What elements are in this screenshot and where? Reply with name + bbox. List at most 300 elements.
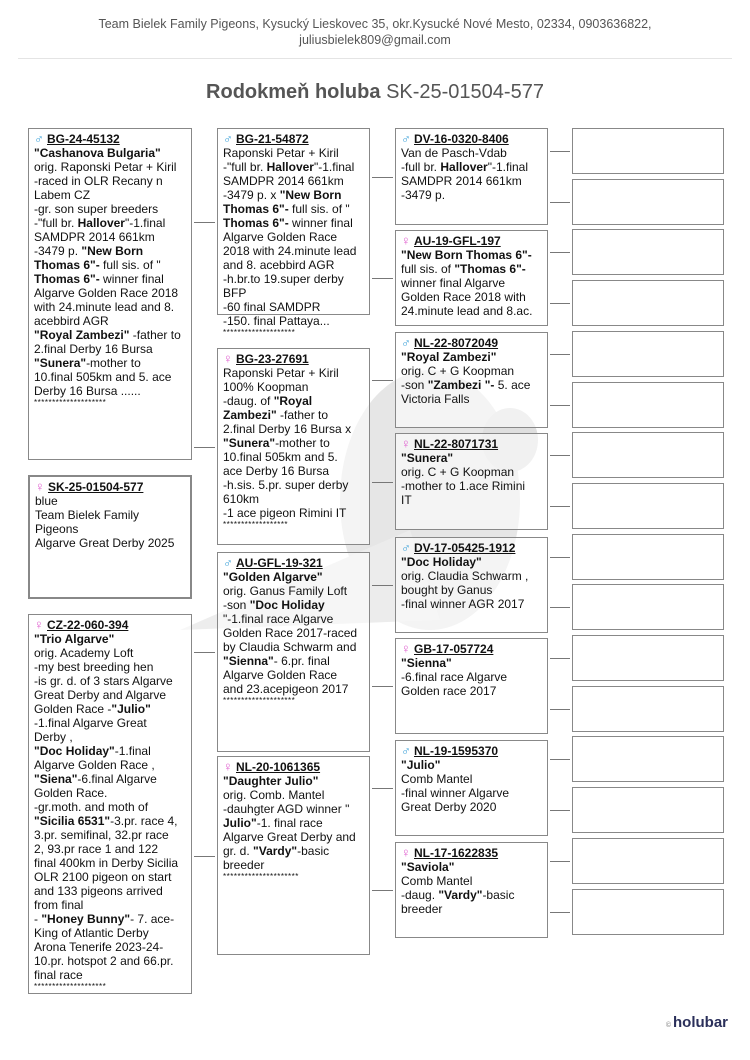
text-fragment: Great Derby 2020 — [401, 800, 497, 814]
text-fragment: full sis. of " — [99, 258, 161, 272]
description-line — [401, 800, 542, 814]
description-line — [223, 668, 364, 682]
description-line — [223, 202, 364, 216]
description-line — [223, 858, 364, 872]
description-line — [223, 380, 364, 394]
text-fragment: Algarve Great Derby 2025 — [35, 536, 175, 550]
description-line — [223, 394, 364, 408]
description-line — [34, 940, 186, 954]
description-line — [223, 436, 364, 450]
bold-fragment: "Vardy" — [438, 888, 483, 902]
text-fragment: by Claudia Schwarm and — [223, 640, 357, 654]
stars-separator: ****************** — [223, 520, 289, 529]
ring-number-link[interactable]: BG-24-45132 — [47, 132, 120, 146]
description-line — [223, 216, 364, 230]
ring-number-link[interactable]: NL-22-8072049 — [414, 336, 499, 350]
description-line — [401, 569, 542, 583]
description-line — [35, 536, 185, 550]
pigeon-card-mf[interactable] — [217, 552, 370, 752]
ring-number-link[interactable]: BG-21-54872 — [236, 132, 309, 146]
pigeon-card-mfm[interactable] — [395, 638, 548, 734]
ring-number-link[interactable]: AU-19-GFL-197 — [414, 234, 501, 248]
pigeon-card-ffm[interactable] — [395, 230, 548, 326]
text-fragment: and 133 pigeons arrived — [34, 884, 163, 898]
description-line — [223, 464, 364, 478]
description-line — [401, 392, 542, 406]
text-fragment: - 7. ace- — [130, 912, 175, 926]
description-line — [34, 286, 186, 300]
bold-fragment: "Vardy" — [253, 844, 298, 858]
description-line — [34, 216, 186, 230]
card-header — [401, 744, 542, 758]
text-fragment: 2.final Derby 16 Bursa x — [223, 422, 352, 436]
text-fragment: winner final — [99, 272, 164, 286]
female-icon: ♀ — [34, 617, 44, 632]
stars-separator: ******************** — [223, 328, 296, 337]
description-line — [34, 800, 186, 814]
pigeon-card-father[interactable] — [28, 128, 192, 460]
empty-ancestor-card[interactable] — [572, 331, 724, 377]
text-fragment: -6.final race Algarve — [401, 670, 508, 684]
text-fragment: -mother to — [275, 436, 330, 450]
text-fragment: -basic — [297, 844, 330, 858]
pigeon-card-fff[interactable] — [395, 128, 548, 225]
contact-line-1: Team Bielek Family Pigeons, Kysucký Lieskovec 35, okr.Kysucké Nové Mesto, 02334, 0903636822, — [98, 17, 652, 31]
text-fragment: - 6.pr. final — [273, 654, 330, 668]
bold-fragment: Julio" — [223, 816, 257, 830]
text-fragment: -is gr. d. of 3 stars Algarve — [34, 674, 173, 688]
connector-line — [372, 482, 393, 483]
text-fragment: -1 ace pigeon Rimini IT — [223, 506, 347, 520]
text-fragment: -"full br. — [223, 160, 267, 174]
stars-separator: ********************* — [223, 872, 299, 881]
bold-fragment: "Doc Holiday — [249, 598, 325, 612]
description-line — [34, 758, 186, 772]
card-header — [401, 437, 542, 451]
description-line — [34, 870, 186, 884]
bold-fragment: "Sunera" — [34, 356, 87, 370]
text-fragment: 10.pr. hotspot 2 and 66.pr. — [34, 954, 174, 968]
text-fragment: - — [34, 912, 42, 926]
bold-fragment: "Sunera" — [223, 436, 276, 450]
description-line — [401, 290, 542, 304]
empty-ancestor-card[interactable] — [572, 483, 724, 529]
description-line — [223, 244, 364, 258]
pigeon-card-fmf[interactable] — [395, 332, 548, 428]
description-line — [34, 926, 186, 940]
bold-fragment: Thomas 6"- — [34, 272, 100, 286]
card-header — [401, 846, 542, 860]
male-icon: ♂ — [401, 131, 411, 146]
connector-line — [372, 177, 393, 178]
text-fragment: 10.final 505km and 5. — [223, 450, 338, 464]
pigeon-card-mff[interactable] — [395, 537, 548, 633]
description-line — [34, 660, 186, 674]
text-fragment: -1.final — [114, 744, 151, 758]
description-line — [223, 366, 364, 380]
empty-ancestor-card[interactable] — [572, 280, 724, 326]
text-fragment: -dauhgter AGD winner " — [223, 802, 350, 816]
text-fragment: 2, 93.pr race 1 and 122 — [34, 842, 159, 856]
ring-number-link[interactable]: NL-17-1622835 — [414, 846, 499, 860]
text-fragment: from final — [34, 898, 84, 912]
description-line — [35, 508, 185, 522]
connector-line — [372, 278, 393, 279]
text-fragment: 610km — [223, 492, 260, 506]
bold-fragment: "Royal Zambezi" — [34, 328, 130, 342]
bold-fragment: Hallover — [77, 216, 125, 230]
female-icon: ♀ — [401, 845, 411, 860]
pigeon-card-mother[interactable] — [28, 614, 192, 994]
text-fragment: Algarve Golden Race — [223, 668, 338, 682]
empty-ancestor-card[interactable] — [572, 584, 724, 630]
description-line — [223, 300, 364, 314]
text-fragment: Algarve Great Derby and — [223, 830, 356, 844]
text-fragment: "-1.final — [124, 216, 166, 230]
pigeon-name: "Cashanova Bulgaria" — [34, 146, 161, 160]
text-fragment: ace Derby 16 Bursa — [223, 464, 330, 478]
description-line — [34, 842, 186, 856]
text-fragment: 10.final 505km and 5. ace — [34, 370, 172, 384]
text-fragment: Golden Race 2017-raced — [223, 626, 358, 640]
text-fragment: -final winner Algarve — [401, 786, 510, 800]
bold-fragment: "Honey Bunny" — [41, 912, 131, 926]
connector-line — [194, 447, 215, 448]
text-fragment: 2018 with 24.minute lead — [223, 244, 357, 258]
ring-number-link[interactable]: GB-17-057724 — [414, 642, 494, 656]
description-line — [34, 884, 186, 898]
title-label: Rodokmeň holuba — [206, 81, 381, 103]
description-line — [34, 356, 186, 370]
ring-number-link[interactable]: NL-20-1061365 — [236, 760, 321, 774]
card-header — [401, 541, 542, 555]
text-fragment: -son — [401, 378, 428, 392]
description-line — [401, 888, 542, 902]
breeder-contact — [0, 16, 750, 48]
text-fragment: -3.pr. race 4, — [110, 814, 178, 828]
pigeon-name: "Julio" — [401, 758, 441, 772]
pigeon-name: "Royal Zambezi" — [401, 350, 497, 364]
card-header — [223, 556, 364, 570]
pigeon-card-mmm[interactable] — [395, 842, 548, 938]
pigeon-card-fm[interactable] — [217, 348, 370, 545]
description-line — [401, 262, 542, 276]
ring-number-link[interactable]: NL-22-8071731 — [414, 437, 499, 451]
text-fragment: -daug. — [401, 888, 439, 902]
ring-number-link[interactable]: BG-23-27691 — [236, 352, 309, 366]
bold-fragment: Thomas 6"- — [223, 202, 289, 216]
connector-line — [550, 607, 570, 608]
description-line — [401, 174, 542, 188]
connector-line — [194, 652, 215, 653]
male-icon: ♂ — [223, 555, 233, 570]
description-line — [223, 272, 364, 286]
text-fragment: Victoria Falls — [401, 392, 470, 406]
text-fragment: -gr. son super breeders — [34, 202, 159, 216]
text-fragment: bought by Ganus — [401, 583, 493, 597]
description-line — [34, 898, 186, 912]
description-line — [223, 314, 364, 328]
bold-fragment: "New Born — [81, 244, 144, 258]
text-fragment: -son — [223, 598, 250, 612]
female-icon: ♀ — [223, 351, 233, 366]
text-fragment: Golden Race. — [34, 786, 108, 800]
description-line — [34, 160, 186, 174]
empty-ancestor-card[interactable] — [572, 736, 724, 782]
bold-fragment: "Royal — [273, 394, 313, 408]
text-fragment: Great Derby and Algarve — [34, 688, 167, 702]
text-fragment: orig. Academy Loft — [34, 646, 134, 660]
empty-ancestor-card[interactable] — [572, 534, 724, 580]
empty-ancestor-card[interactable] — [572, 838, 724, 884]
text-fragment: Golden race 2017 — [401, 684, 497, 698]
description-line — [401, 684, 542, 698]
description-line — [34, 744, 186, 758]
text-fragment: with 24.minute lead and 8. — [34, 300, 175, 314]
empty-ancestor-card[interactable] — [572, 179, 724, 225]
description-line — [34, 828, 186, 842]
text-fragment: -6.final Algarve — [77, 772, 157, 786]
stars-separator: ******************** — [223, 696, 296, 705]
description-line — [34, 646, 186, 660]
header-divider — [18, 58, 732, 59]
empty-ancestor-card[interactable] — [572, 128, 724, 174]
bold-fragment: Hallover — [440, 160, 488, 174]
bold-fragment: Hallover — [266, 160, 314, 174]
description-line — [401, 583, 542, 597]
description-line — [34, 954, 186, 968]
male-icon: ♂ — [401, 743, 411, 758]
text-fragment: Comb Mantel — [401, 874, 473, 888]
description-line — [401, 670, 542, 684]
description-line — [223, 506, 364, 520]
text-fragment: Golden Race - — [34, 702, 112, 716]
ring-number-link[interactable]: DV-16-0320-8406 — [414, 132, 509, 146]
empty-ancestor-card[interactable] — [572, 382, 724, 428]
text-fragment: -mother to — [86, 356, 141, 370]
female-icon: ♀ — [223, 759, 233, 774]
pigeon-card-ff[interactable] — [217, 128, 370, 337]
pigeon-name: "Saviola" — [401, 860, 455, 874]
text-fragment: "-1.final — [313, 160, 355, 174]
text-fragment: -daug. of — [223, 394, 274, 408]
ring-number-link[interactable]: NL-19-1595370 — [414, 744, 499, 758]
card-header — [34, 132, 186, 146]
stars-separator: ******************** — [34, 982, 107, 991]
holubar-logo: © holubar — [665, 1014, 728, 1031]
text-fragment: -raced in OLR Recany n — [34, 174, 163, 188]
contact-line-2: juliusbielek809@gmail.com — [299, 33, 451, 47]
description-line — [401, 465, 542, 479]
text-fragment: IT — [401, 493, 412, 507]
text-fragment: winner final Algarve — [401, 276, 506, 290]
empty-ancestor-card[interactable] — [572, 432, 724, 478]
text-fragment: -father to — [129, 328, 181, 342]
text-fragment: winner final — [288, 216, 353, 230]
text-fragment: -150. final Pattaya... — [223, 314, 330, 328]
text-fragment: -father to — [276, 408, 329, 422]
bold-fragment: "Sicilia 6531" — [34, 814, 111, 828]
text-fragment: final 400km in Derby Sicilia — [34, 856, 179, 870]
text-fragment: -gr.moth. and moth of — [34, 800, 149, 814]
empty-ancestor-card[interactable] — [572, 635, 724, 681]
text-fragment: -full br. — [401, 160, 441, 174]
connector-line — [194, 222, 215, 223]
text-fragment: OLR 2100 pigeon on start — [34, 870, 172, 884]
description-line — [401, 378, 542, 392]
text-fragment: 100% Koopman — [223, 380, 309, 394]
text-fragment: King of Atlantic Derby — [34, 926, 149, 940]
description-line — [34, 730, 186, 744]
connector-line — [194, 856, 215, 857]
page-title — [0, 81, 750, 104]
bold-fragment: "Zambezi "- — [427, 378, 495, 392]
description-line — [223, 230, 364, 244]
ring-number-link[interactable]: SK-25-01504-577 — [48, 480, 144, 494]
text-fragment: acebbird AGR — [34, 314, 109, 328]
text-fragment: and 8. acebbird AGR — [223, 258, 335, 272]
female-icon: ♀ — [35, 479, 45, 494]
text-fragment: orig. C + G Koopman — [401, 364, 515, 378]
pigeon-card-subject[interactable] — [28, 475, 192, 599]
card-header — [401, 642, 542, 656]
text-fragment: -mother to 1.ace Rimini — [401, 479, 526, 493]
bold-fragment: "New Born — [279, 188, 342, 202]
description-line — [34, 188, 186, 202]
text-fragment: "-1.final race Algarve — [223, 612, 334, 626]
description-line — [401, 874, 542, 888]
description-line — [401, 188, 542, 202]
text-fragment: Derby 16 Bursa ...... — [34, 384, 141, 398]
description-line — [223, 492, 364, 506]
text-fragment: -1. final race — [256, 816, 323, 830]
text-fragment: Golden Race 2018 with — [401, 290, 526, 304]
description-line — [223, 258, 364, 272]
text-fragment: "-1.final — [487, 160, 528, 174]
text-fragment: BFP — [223, 286, 247, 300]
description-line — [401, 248, 542, 262]
pigeon-name: "Sienna" — [401, 656, 452, 670]
pigeon-name: "Sunera" — [401, 451, 454, 465]
text-fragment: Pigeons — [35, 522, 79, 536]
stars-separator: ******************** — [34, 398, 107, 407]
text-fragment: Algarve Golden Race , — [34, 758, 155, 772]
connector-line — [372, 788, 393, 789]
text-fragment: orig. Raponski Petar + Kiril — [34, 160, 177, 174]
text-fragment: Labem CZ — [34, 188, 91, 202]
text-fragment: Team Bielek Family — [35, 508, 140, 522]
connector-line — [372, 585, 393, 586]
connector-line — [550, 354, 570, 355]
description-line — [401, 479, 542, 493]
description-line — [401, 786, 542, 800]
bold-fragment: "Julio" — [111, 702, 151, 716]
description-line — [401, 772, 542, 786]
text-fragment: Algarve Golden Race 2018 — [34, 286, 179, 300]
connector-line — [550, 506, 570, 507]
card-header — [401, 132, 542, 146]
description-line — [401, 597, 542, 611]
female-icon: ♀ — [401, 233, 411, 248]
text-fragment: -1.final Algarve Great — [34, 716, 147, 730]
female-icon: ♀ — [401, 641, 411, 656]
description-line — [34, 786, 186, 800]
empty-ancestor-card[interactable] — [572, 686, 724, 732]
empty-ancestor-card[interactable] — [572, 889, 724, 935]
text-fragment: 5. ace — [494, 378, 531, 392]
description-line — [223, 654, 364, 668]
card-header — [223, 132, 364, 146]
description-line — [223, 450, 364, 464]
pigeon-card-mmf[interactable] — [395, 740, 548, 836]
description-line — [34, 314, 186, 328]
card-header — [223, 352, 364, 366]
text-fragment: -3479 p. x — [223, 188, 280, 202]
connector-line — [550, 252, 570, 253]
connector-line — [372, 686, 393, 687]
description-line — [223, 478, 364, 492]
text-fragment: orig. Comb. Mantel — [223, 788, 325, 802]
empty-ancestor-card[interactable] — [572, 787, 724, 833]
text-fragment: SAMDPR 2014 661km — [223, 174, 344, 188]
card-header — [35, 480, 185, 494]
description-line — [34, 272, 186, 286]
description-line — [401, 304, 542, 318]
pigeon-card-mm[interactable] — [217, 756, 370, 955]
connector-line — [550, 912, 570, 913]
connector-line — [550, 810, 570, 811]
text-fragment: Van de Pasch-Vdab — [401, 146, 507, 160]
description-line — [34, 244, 186, 258]
text-fragment: 2.final Derby 16 Bursa — [34, 342, 153, 356]
description-line — [34, 688, 186, 702]
description-line — [34, 702, 186, 716]
card-header — [223, 760, 364, 774]
empty-ancestor-card[interactable] — [572, 229, 724, 275]
card-header — [401, 336, 542, 350]
text-fragment: -3479 p. — [34, 244, 82, 258]
description-line — [401, 364, 542, 378]
ring-number-link[interactable]: CZ-22-060-394 — [47, 618, 129, 632]
male-icon: ♂ — [34, 131, 44, 146]
text-fragment: final race — [34, 968, 83, 982]
description-line — [34, 968, 186, 982]
description-line — [223, 788, 364, 802]
description-line — [35, 522, 185, 536]
description-line — [223, 160, 364, 174]
text-fragment: Comb Mantel — [401, 772, 473, 786]
description-line — [223, 802, 364, 816]
ring-number-link[interactable]: DV-17-05425-1912 — [414, 541, 516, 555]
text-fragment: -"full br. — [34, 216, 78, 230]
text-fragment: -h.sis. 5.pr. super derby — [223, 478, 349, 492]
description-line — [223, 188, 364, 202]
male-icon: ♂ — [401, 335, 411, 350]
text-fragment: gr. d. — [223, 844, 254, 858]
description-line — [223, 612, 364, 626]
ring-number-link[interactable]: AU-GFL-19-321 — [236, 556, 323, 570]
text-fragment: and 23.acepigeon 2017 — [223, 682, 349, 696]
connector-line — [550, 861, 570, 862]
bold-fragment: "Doc Holiday" — [34, 744, 115, 758]
pigeon-name: "Daughter Julio" — [223, 774, 319, 788]
description-line — [223, 830, 364, 844]
connector-line — [550, 557, 570, 558]
connector-line — [550, 151, 570, 152]
pigeon-card-fmm[interactable] — [395, 433, 548, 530]
bold-fragment: "Sienna" — [223, 654, 274, 668]
connector-line — [550, 202, 570, 203]
